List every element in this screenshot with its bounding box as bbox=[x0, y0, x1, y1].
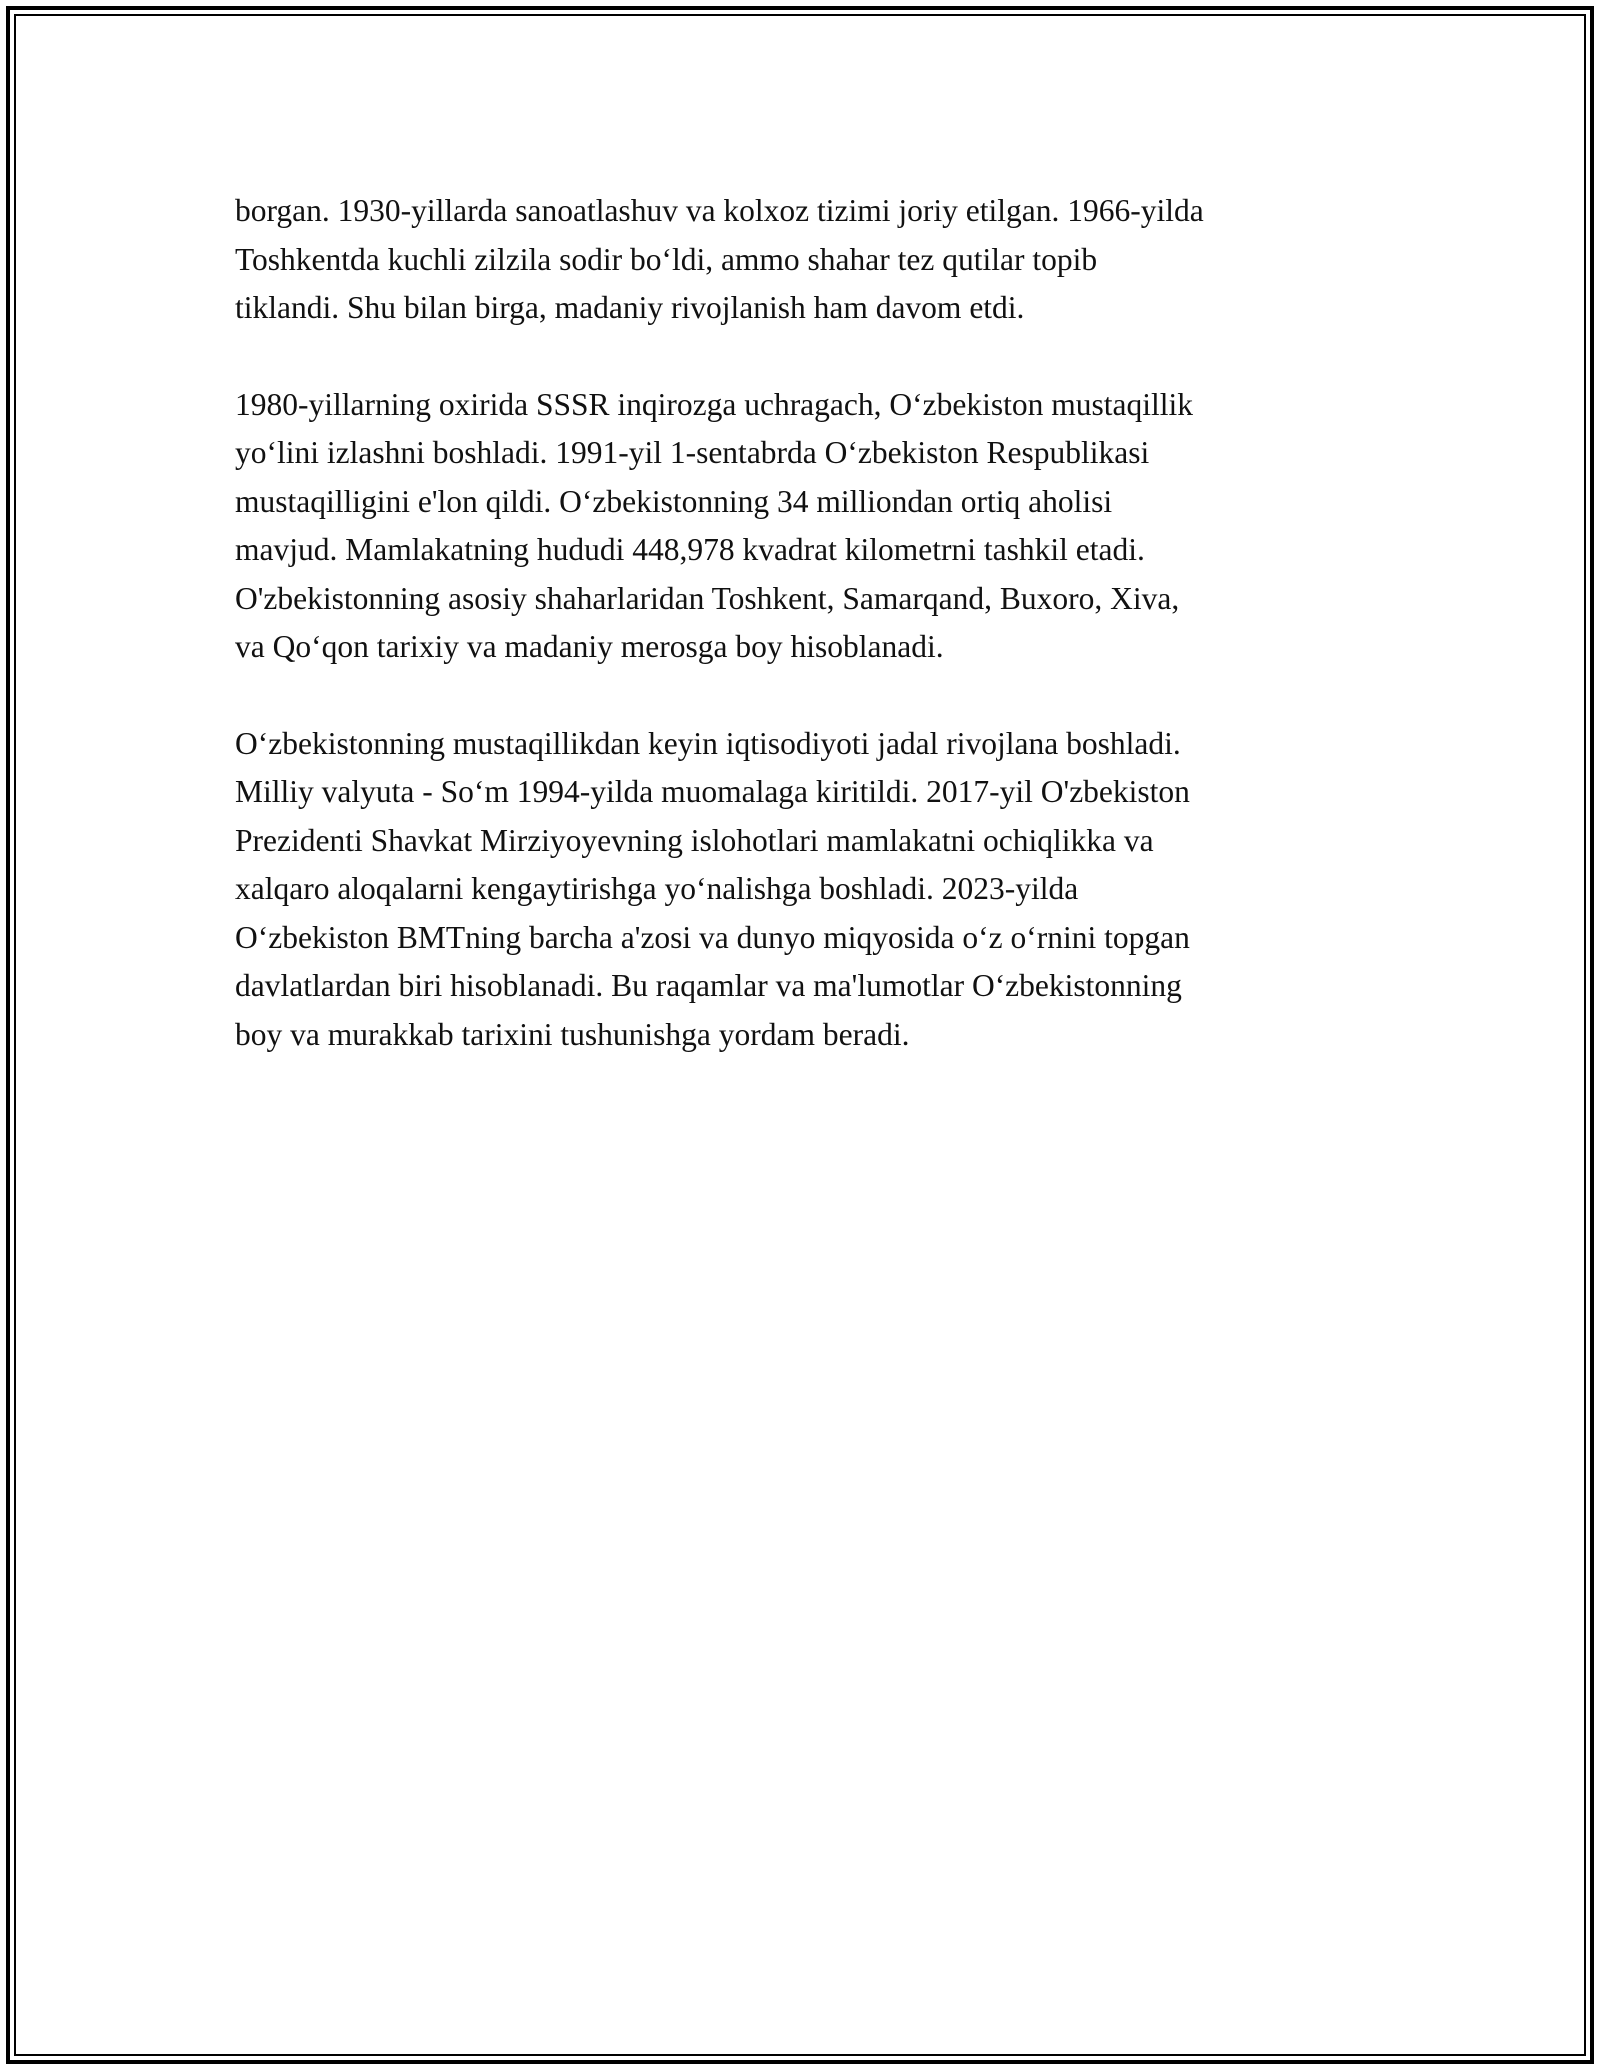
paragraph-line: Prezidenti Shavkat Mirziyoyevning islohotlari mamlakatni ochiqlikka va bbox=[235, 822, 1154, 858]
paragraph-3 bbox=[235, 720, 1375, 1060]
paragraph-2 bbox=[235, 381, 1375, 672]
paragraph-line: borgan. 1930-yillarda sanoatlashuv va kolxoz tizimi joriy etilgan. 1966-yilda bbox=[235, 193, 1204, 228]
paragraph-line: boy va murakkab tarixini tushunishga yordam beradi. bbox=[235, 1016, 910, 1052]
paragraph-line: tiklandi. Shu bilan birga, madaniy rivojlanish ham davom etdi. bbox=[235, 290, 1025, 325]
paragraph-line: va Qo‘qon tarixiy va madaniy merosga boy hisoblanadi. bbox=[235, 629, 944, 664]
paragraph-line: O'zbekistonning asosiy shaharlaridan Toshkent, Samarqand, Buxoro, Xiva, bbox=[235, 580, 1180, 616]
paragraph-line: xalqaro aloqalarni kengaytirishga yo‘nalishga boshladi. 2023-yilda bbox=[235, 871, 1079, 906]
paragraph-line: davlatlardan biri hisoblanadi. Bu raqamlar va ma'lumotlar O‘zbekistonning bbox=[235, 968, 1182, 1003]
document-body bbox=[235, 187, 1375, 1107]
paragraph-line: Toshkentda kuchli zilzila sodir bo‘ldi, ammo shahar tez qutilar topib bbox=[235, 241, 1098, 277]
paragraph-line: mustaqilligini e'lon qildi. O‘zbekistonning 34 milliondan ortiq aholisi bbox=[235, 483, 1113, 519]
paragraph-1 bbox=[235, 187, 1375, 333]
paragraph-line: mavjud. Mamlakatning hududi 448,978 kvadrat kilometrni tashkil etadi. bbox=[235, 532, 1145, 567]
paragraph-line: Milliy valyuta - So‘m 1994-yilda muomalaga kiritildi. 2017-yil O'zbekiston bbox=[235, 774, 1190, 809]
paragraph-line: O‘zbekistonning mustaqillikdan keyin iqtisodiyoti jadal rivojlana boshladi. bbox=[235, 725, 1181, 761]
paragraph-line: yo‘lini izlashni boshladi. 1991-yil 1-sentabrda O‘zbekiston Respublikasi bbox=[235, 435, 1150, 470]
paragraph-line: 1980-yillarning oxirida SSSR inqirozga uchragach, O‘zbekiston mustaqillik bbox=[235, 386, 1193, 422]
paragraph-line: O‘zbekiston BMTning barcha a'zosi va dunyo miqyosida o‘z o‘rnini topgan bbox=[235, 919, 1190, 955]
